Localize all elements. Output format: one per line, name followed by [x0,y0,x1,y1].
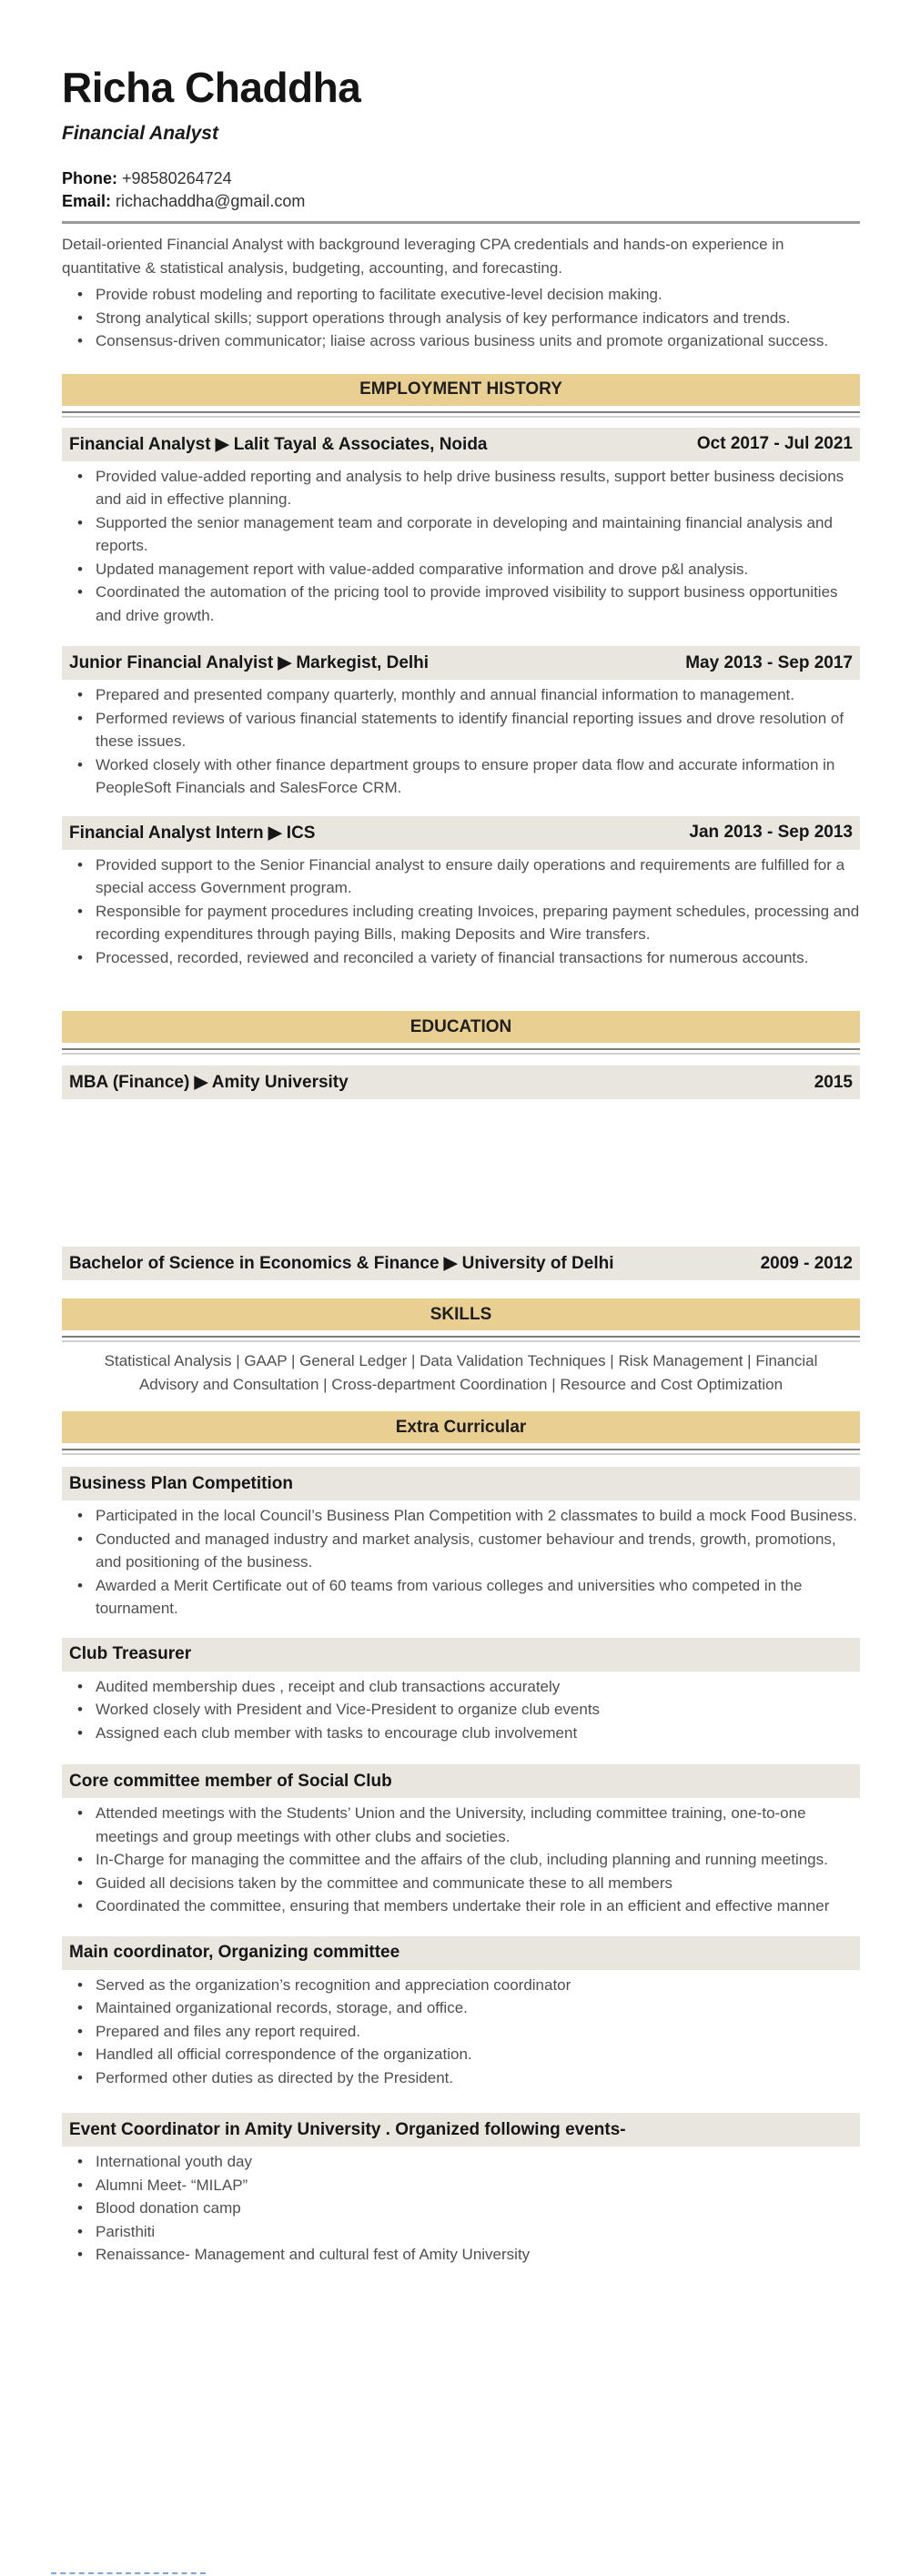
activity-bullet: • Worked closely with President and Vice-President to organize club events [96,1698,860,1722]
activity-title: Core committee member of Social Club [69,1771,392,1791]
job-bullet: • Performed reviews of various financial statements to identify financial reporting issues and drove resolution of these issues. [96,707,860,753]
job-bullet: • Provided support to the Senior Financial analyst to ensure daily operations and requirements are fulfilled for a special access Government program. [96,854,860,900]
activity-bullet: • Participated in the local Council’s Business Plan Competition with 2 classmates to build a mock Food Business. [96,1504,860,1528]
job-bullet: • Responsible for payment procedures including creating Invoices, preparing payment schedules, processing and recording expenditures through paying Bills, making Deposits and Wire transfers. [96,900,860,946]
phone-value: +98580264724 [122,169,232,187]
job-title: Financial Analyst ▶ Lalit Tayal & Associates, Noida [69,434,488,454]
candidate-title: Financial Analyst [62,123,218,144]
job-bullet: • Worked closely with other finance department groups to ensure proper data flow and accurate information in PeopleSoft Financials and SalesForce CRM. [96,753,860,800]
job-header [62,646,860,680]
activity-header [62,2113,860,2147]
activity-bullets [62,1802,860,1918]
job-bullet: • Prepared and presented company quarterly, monthly and annual financial information to management. [96,683,860,707]
job-bullet: • Processed, recorded, reviewed and reconciled a variety of financial transactions for numerous accounts. [96,946,860,970]
activity-bullet: • Conducted and managed industry and market analysis, customer behaviour and trends, growth, promotions, and positioning of the business. [96,1528,860,1574]
activity-bullet: • Maintained organizational records, storage, and office. [96,1996,860,2020]
job-dates: Jan 2013 - Sep 2013 [689,823,853,842]
email-line [62,190,860,213]
activity-header [62,1467,860,1500]
email-value: richachaddha@gmail.com [116,192,306,210]
activity-bullet: • Performed other duties as directed by the President. [96,2066,860,2090]
activity-bullet: • Attended meetings with the Students’ Union and the University, including committee training, one-to-one meetings and group meetings with other clubs and societies. [96,1802,860,1848]
job-bullet: • Coordinated the automation of the pricing tool to provide improved visibility to support business opportunities and drive growth. [96,581,860,627]
job-bullets [62,465,860,628]
education-title: MBA (Finance) ▶ Amity University [69,1073,349,1092]
activity-bullet: • Alumni Meet- “MILAP” [96,2174,860,2197]
summary-section [62,233,860,353]
job-dates: May 2013 - Sep 2017 [685,652,853,672]
section-divider [62,1336,860,1342]
phone-line [62,167,860,190]
education-title: Bachelor of Science in Economics & Finance ▶ University of Delhi [69,1254,614,1273]
summary-bullet: • Provide robust modeling and reporting to facilitate executive-level decision making. [96,283,860,307]
activity-title: Main coordinator, Organizing committee [69,1943,400,1962]
section-header-skills: SKILLS [62,1298,860,1330]
section-header-extra-curricular: Extra Curricular [62,1411,860,1443]
education-entry [62,1247,860,1280]
activity-bullets [62,1504,860,1621]
summary-bullet: • Consensus-driven communicator; liaise across various business units and promote organizational success. [96,329,860,353]
activity-bullet: • Coordinated the committee, ensuring that members undertake their role in an efficient and effective manner [96,1894,860,1918]
activity-bullet: • Prepared and files any report required. [96,2020,860,2044]
summary-bullets [62,283,860,353]
job-dates: Oct 2017 - Jul 2021 [696,434,853,453]
header-divider [62,221,860,224]
activity-bullet: • International youth day [96,2150,860,2174]
job-bullet: • Provided value-added reporting and analysis to help drive business results, support better business decisions and aid in effective planning. [96,465,860,511]
job-bullet: • Updated management report with value-added comparative information and drove p&l analysis. [96,558,860,581]
section-divider [62,411,860,418]
summary-intro: Detail-oriented Financial Analyst with background leveraging CPA credentials and hands-on experience in quantitative & statistical analysis, budgeting, accounting, and forecasting. [62,236,784,277]
activity-title: Business Plan Competition [69,1473,293,1493]
skills-list: Statistical Analysis | GAAP | General Ledger | Data Validation Techniques | Risk Management | Financial Advisory and Consultation | Cross-department Coordination | Resource and Cost Optimization [104,1352,818,1393]
activity-bullet: • Served as the organization’s recognition and appreciation coordinator [96,1974,860,1997]
activity-bullet: • Assigned each club member with tasks to encourage club involvement [96,1722,860,1745]
activity-bullet: • Audited membership dues , receipt and club transactions accurately [96,1675,860,1699]
email-label: Email: [62,192,112,210]
activity-bullet: • Paristhiti [96,2220,860,2244]
activity-bullet: • Renaissance- Management and cultural fest of Amity University [96,2243,860,2267]
activity-bullets [62,1974,860,2090]
summary-bullet: • Strong analytical skills; support operations through analysis of key performance indicators and trends. [96,307,860,330]
activity-bullet: • In-Charge for managing the committee and the affairs of the club, including planning and running meetings. [96,1848,860,1872]
section-header-employment: EMPLOYMENT HISTORY [62,374,860,406]
section-divider [62,1048,860,1055]
job-title: Junior Financial Analyist ▶ Markegist, Delhi [69,653,430,672]
activity-bullets [62,2150,860,2267]
education-dates: 2009 - 2012 [760,1253,853,1273]
section-header-education: EDUCATION [62,1011,860,1043]
activity-bullet: • Guided all decisions taken by the committee and communicate these to all members [96,1872,860,1895]
activity-title: Club Treasurer [69,1644,192,1663]
activity-bullet: • Awarded a Merit Certificate out of 60 teams from various colleges and universities who competed in the tournament. [96,1574,860,1621]
activity-header [62,1638,860,1672]
job-header [62,816,860,850]
activity-header [62,1936,860,1970]
job-bullets [62,854,860,970]
job-bullets [62,683,860,800]
job-bullet: • Supported the senior management team and corporate in developing and maintaining financial analysis and reports. [96,511,860,558]
contact-block [62,167,860,213]
activity-header [62,1764,860,1798]
section-divider [62,1449,860,1455]
job-header [62,428,860,461]
activity-bullet: • Blood donation camp [96,2197,860,2220]
activity-bullets [62,1675,860,1745]
job-title: Financial Analyst Intern ▶ ICS [69,823,316,843]
activity-title: Event Coordinator in Amity University . Organized following events- [69,2119,626,2139]
activity-bullet: • Handled all official correspondence of the organization. [96,2043,860,2066]
page-break-indicator [51,2572,206,2574]
candidate-name: Richa Chaddha [62,64,361,111]
education-entry [62,1066,860,1099]
phone-label: Phone: [62,169,117,187]
education-dates: 2015 [814,1072,853,1092]
